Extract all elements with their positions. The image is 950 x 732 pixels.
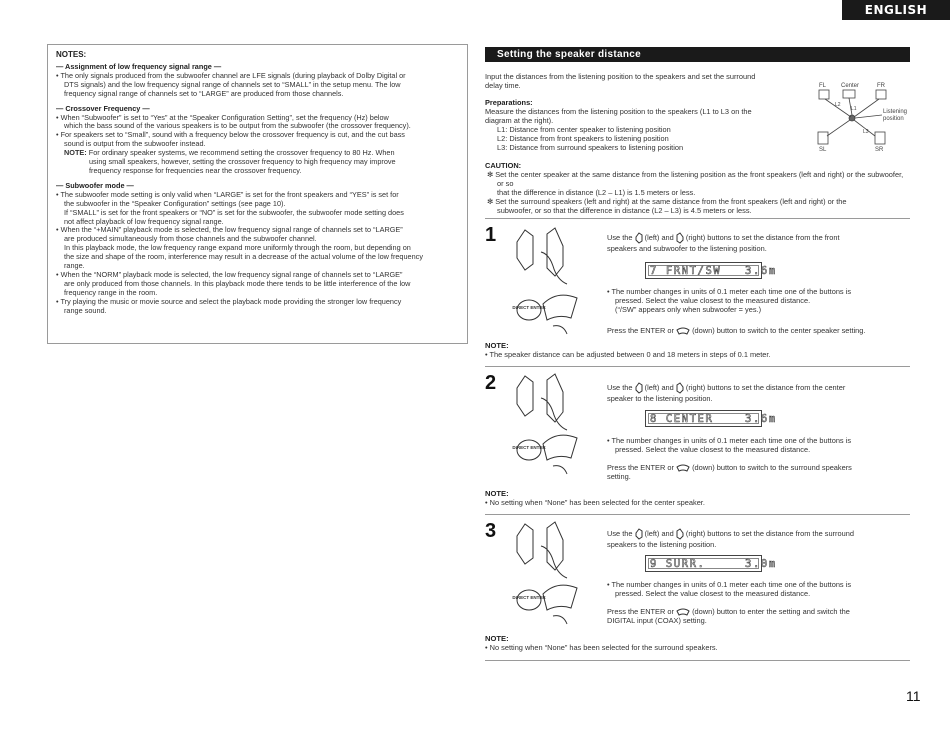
step-line: (right) buttons to set the distance from the front	[685, 232, 840, 242]
speaker-sr-icon	[875, 132, 885, 144]
label-position: position	[883, 116, 904, 122]
caution-label: CAUTION:	[485, 161, 522, 170]
enter-button-label: DIRECT ENTER	[512, 445, 546, 450]
notes-line: sound is output from the subwoofer instead.	[64, 139, 206, 149]
lf-heading: — Assignment of low frequency signal range —	[56, 62, 222, 71]
notes-line: frequency signal range of channels set to “LARGE” are produced from those channels.	[64, 88, 344, 98]
down-arrow-icon	[676, 327, 690, 335]
step-1-buttons	[507, 224, 597, 344]
step-line: (left) and	[644, 528, 674, 538]
notes-line: • Try playing the music or movie source and select the playback mode providing the stronger low frequency	[56, 296, 402, 306]
notes-line: not affect playback of low frequency signal range.	[64, 216, 224, 226]
divider	[485, 660, 910, 661]
notes-line: In this playback mode, the low frequency range expand more uniformly through the room, but depending on	[64, 243, 411, 253]
step-3-buttons	[507, 518, 597, 638]
step-line: pressed. Select the value closest to the measured distance.	[615, 296, 811, 305]
left-arrow-icon	[635, 528, 643, 540]
left-button-icon	[517, 230, 533, 270]
notes-line: • For speakers set to “Small”, sound with a frequency below the crossover frequency is cut, and the cut bass	[56, 130, 405, 140]
right-arrow-icon	[676, 232, 684, 244]
preparations-label: Preparations:	[485, 98, 533, 107]
step-line: • The number changes in units of 0.1 meter each time one of the buttons is	[607, 287, 852, 296]
step-line: speakers to the listening position.	[607, 540, 717, 549]
lcd-display	[645, 555, 777, 572]
divider	[485, 366, 910, 367]
speaker-fr-icon	[876, 90, 886, 99]
lcd-text: 9 SURR. 3.0m	[650, 558, 777, 570]
step-line: Use the	[607, 528, 633, 538]
note-text: • No setting when “None” has been selected for the center speaker.	[485, 498, 705, 507]
lcd-text: 7 FRNT/SW 3.6m	[650, 265, 777, 277]
step-line: (left) and	[644, 232, 674, 242]
intro-line: delay time.	[485, 81, 521, 90]
caution-line: subwoofer, or so that the difference in distance (L2 – L3) is 4.5 meters or less.	[497, 206, 752, 215]
caution-line: ✻ Set the center speaker at the same distance from the listening position as the front speakers (left and right) or the subwoofer, or so	[487, 170, 904, 188]
crossover-note: For ordinary speaker systems, we recommend setting the crossover frequency to 80 Hz. When	[88, 148, 395, 158]
note-text: • The speaker distance can be adjusted between 0 and 18 meters in steps of 0.1 meter.	[485, 350, 771, 359]
label-l2: L2	[835, 102, 841, 108]
down-arrow-icon	[676, 608, 690, 616]
down-button-icon	[543, 295, 577, 320]
caution-line: ✻ Set the surround speakers (left and right) at the same distance from the front speakers (left and right) or the	[487, 197, 847, 206]
step-line: • The number changes in units of 0.1 meter each time one of the buttons is	[607, 580, 852, 589]
step-1-text	[607, 232, 910, 253]
step-line: (down) button to switch to the surround speakers	[692, 463, 852, 472]
prep-line: Measure the distances from the listening position to the speakers (L1 to L3 on the	[485, 107, 752, 116]
speaker-center-icon	[843, 90, 855, 98]
prep-line: diagram at the right).	[485, 116, 554, 125]
step-line: pressed. Select the value closest to the measured distance.	[615, 445, 811, 454]
step-line: DIGITAL input (COAX) setting.	[607, 616, 707, 626]
step-2-buttons	[507, 370, 597, 490]
section-title: Setting the speaker distance	[485, 47, 910, 62]
divider	[485, 218, 910, 219]
crossover-note-label: NOTE:	[64, 148, 87, 158]
notes-line: are only produced from those channels. In this playback mode there tends to be little interference of the low	[64, 278, 411, 288]
distance-list	[497, 125, 817, 152]
notes-line: • When “Subwoofer” is set to “Yes” at the “Speaker Configuration Setting”, set the frequency (Hz) below	[56, 112, 389, 122]
step-1-detail	[607, 287, 910, 335]
note-label: NOTE:	[485, 634, 509, 643]
step-line: pressed. Select the value closest to the measured distance.	[615, 589, 811, 598]
notes-line: the subwoofer in the “Speaker Configuration” settings (see page 10).	[64, 198, 286, 208]
step-line: setting.	[607, 472, 631, 482]
step-line: (right) buttons to set the distance from the center	[685, 382, 846, 392]
speaker-sl-icon	[818, 132, 828, 144]
distance-l2: L2: Distance from front speakers to listening position	[497, 134, 669, 143]
label-sr: SR	[875, 147, 884, 153]
notes-line: • The subwoofer mode setting is only valid when “LARGE” is set for the front speakers and “YES” is set for	[56, 189, 399, 199]
notes-line: DTS signals) and the low frequency signal range of channels set to “SMALL” in the setup menu. The low	[64, 79, 401, 89]
step-line: Use the	[607, 382, 633, 392]
step-line: Press the ENTER or	[607, 463, 674, 472]
note-label: NOTE:	[485, 489, 509, 498]
divider	[485, 514, 910, 515]
notes-line: range.	[64, 261, 85, 271]
label-l3: L3	[863, 129, 869, 135]
intro-line: Input the distances from the listening position to the speakers and set the surround	[485, 72, 756, 81]
step-3-detail	[607, 580, 910, 625]
notes-line: range sound.	[64, 305, 107, 315]
notes-line: the size and shape of the room, interference may result in a decrease of the actual volume of the low frequency	[64, 252, 423, 262]
intro-text	[485, 72, 805, 90]
step-2-detail	[607, 436, 910, 481]
step-line: speakers and subwoofer to the listening position.	[607, 244, 767, 253]
distance-l1: L1: Distance from center speaker to listening position	[497, 125, 671, 134]
step-line: Press the ENTER or	[607, 607, 674, 616]
page-number: 11	[906, 688, 921, 704]
caution-block	[485, 161, 910, 215]
step-line: (right) buttons to set the distance from the surround	[685, 528, 854, 538]
step-line: (down) button to switch to the center speaker setting.	[692, 326, 866, 335]
caution-line: that the difference in distance (L2 – L1) is 1.5 meters or less.	[497, 188, 696, 197]
notes-line: are produced simultaneously from those channels and the subwoofer channel.	[64, 234, 317, 244]
left-arrow-icon	[635, 232, 643, 244]
speaker-fl-icon	[819, 90, 829, 99]
notes-line: using small speakers, however, setting the crossover frequency to high frequency may improve	[89, 157, 396, 167]
note-label: NOTE:	[485, 341, 509, 350]
right-button-icon	[547, 228, 563, 276]
lcd-display	[645, 410, 777, 427]
label-center: Center	[841, 83, 860, 89]
step-number: 3	[485, 520, 497, 542]
distance-l3: L3: Distance from surround speakers to listening position	[497, 143, 684, 152]
step-line: Press the ENTER or	[607, 326, 674, 335]
preparations	[485, 98, 815, 125]
notes-line: If “SMALL” is set for the front speakers or “NO” is set for the subwoofer, the subwoofer mode setting does	[64, 207, 404, 217]
enter-button-label: DIRECT ENTER	[512, 595, 546, 600]
step-line: (down) button to enter the setting and switch the	[692, 607, 850, 616]
notes-box	[47, 44, 468, 344]
left-arrow-icon	[635, 382, 643, 394]
notes-line: • When the “NORM” playback mode is selected, the low frequency signal range of channels set to “LARGE”	[56, 269, 403, 279]
notes-line: • When the “+MAIN” playback mode is selected, the low frequency signal range of channels set to “LARGE”	[56, 225, 403, 235]
label-fr: FR	[877, 83, 885, 89]
step-number: 1	[485, 224, 497, 246]
notes-title: NOTES:	[56, 50, 87, 59]
speaker-layout-diagram	[813, 76, 913, 158]
crossover-heading: — Crossover Frequency —	[56, 103, 150, 113]
label-l1: L1	[851, 106, 857, 112]
right-arrow-icon	[676, 382, 684, 394]
language-tab: ENGLISH	[842, 0, 950, 20]
notes-line: frequency response for frequencies near the crossover frequency.	[89, 165, 302, 175]
subwoofer-heading: — Subwoofer mode —	[56, 180, 134, 190]
enter-button-icon	[517, 300, 541, 320]
enter-button-label: DIRECT ENTER	[512, 305, 546, 310]
step-3-text	[607, 528, 910, 549]
notes-line: frequency range in the room.	[64, 287, 158, 297]
label-fl: FL	[819, 83, 827, 89]
step-2-text	[607, 382, 910, 403]
note-text: • No setting when “None” has been selected for the surround speakers.	[485, 643, 718, 652]
step-line: (left) and	[644, 382, 674, 392]
notes-line: • The only signals produced from the subwoofer channel are LFE signals (during playback of Dolby Digital or	[56, 70, 406, 80]
notes-line: which the bass sound of the various speakers is to be output from the subwoofer (the crossover frequency).	[64, 121, 411, 131]
label-listening: Listening	[883, 109, 908, 115]
step-line: speaker to the listening position.	[607, 394, 713, 403]
lcd-text: 8 CENTER 3.6m	[650, 413, 777, 425]
lcd-display	[645, 262, 777, 279]
down-arrow-icon	[676, 464, 690, 472]
step-line: (“/SW” appears only when subwoofer = yes.)	[615, 305, 762, 314]
right-arrow-icon	[676, 528, 684, 540]
step-line: Use the	[607, 232, 633, 242]
step-number: 2	[485, 372, 497, 394]
step-line: • The number changes in units of 0.1 meter each time one of the buttons is	[607, 436, 852, 445]
label-sl: SL	[819, 147, 827, 153]
